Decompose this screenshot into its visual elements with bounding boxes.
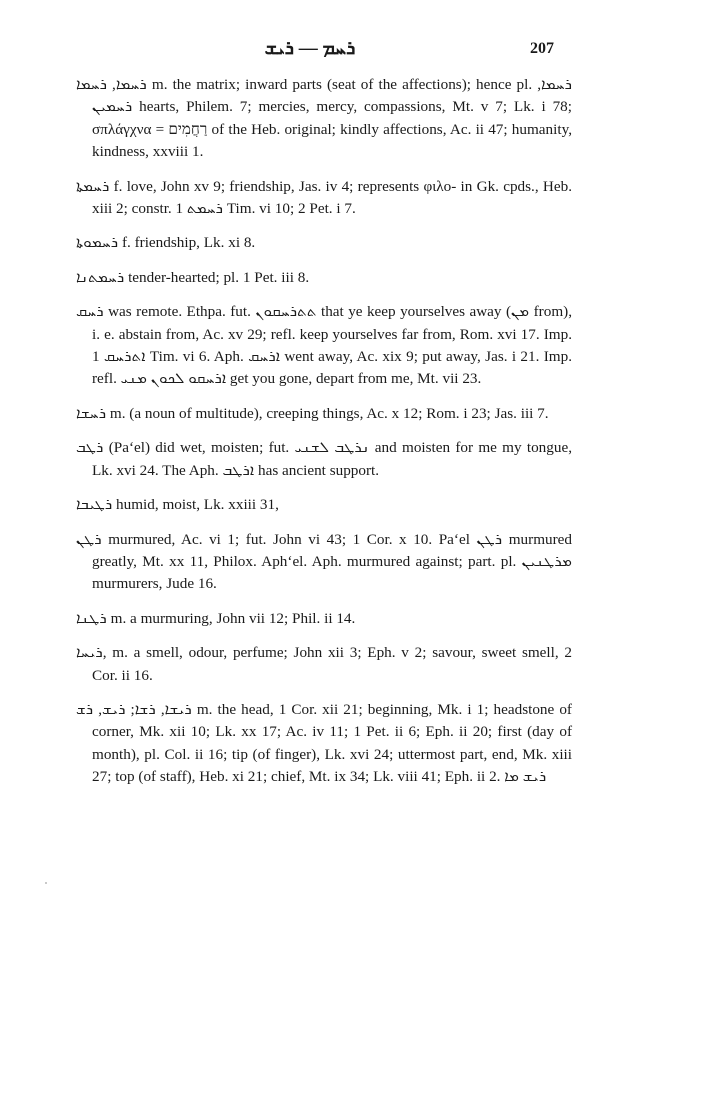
entry-ratiba: ܪܛܝܒܐ humid, moist, Lk. xxiii 31,	[76, 496, 279, 514]
entry-ratten: ܪܛܢ murmured, Ac. vi 1; fut. John vi 43; 1 Cor. x 10. Pa‘el ܪܛܢ murmured greatly, Mt. xx 11, Philox. Aph‘el. Aph. murmured against; part. pl. ܡܪܛܢܝܢ murmurers, Jude 16.	[76, 530, 572, 593]
entry-ratteb: ܪܛܒ (Pa‘el) did wet, moisten; fut. ܢܪܛܒ ܠܫܢܝ and moisten for me my tongue, Lk. xvi 24. The Aph. ܐܪܛܒ has ancient support.	[76, 439, 572, 479]
entry-rahmtana: ܪܚܡܬܢܐ tender-hearted; pl. 1 Pet. iii 8.	[76, 268, 310, 286]
entry-list	[76, 74, 572, 801]
running-head: ܪܚܡ — ܪܝܫ	[264, 38, 356, 59]
entry-rhaq: ܪܚܩ was remote. Ethpa. fut. ܬܬܪܚܩܘܢ that ye keep yourselves away (ܡܢ from), i. e. abstain from, Ac. xv 29; refl. keep yourselves far from, Rom. xvi 17. Imp. ܐܬܪܚܩ 1 Tim. vi 6. Aph. ܐܪܚܩ went away, Ac. xix 9; put away, Jas. i 21. Imp. refl. ܐܪܚܩܘ ܠܟܘܢ ܡܢܝ get you gone, depart from me, Mt. vii 23.	[76, 303, 572, 388]
entry-rahmuta: ܪܚܡܘܬܐ f. friendship, Lk. xi 8.	[76, 234, 256, 252]
entry-riha: ܪܝܚܐ, m. a smell, odour, perfume; John xii 3; Eph. v 2; savour, sweet smell, 2 Cor. ii 16.	[76, 644, 572, 684]
entry-risha: ܪܝܫܐ, ܪܫܐ; ܪܝܫ, ܪܫ m. the head, 1 Cor. xii 21; beginning, Mk. i 1; headstone of corner, Mk. xii 10; Lk. xx 17; Ac. iv 11; 1 Pet. ii 6; Eph. ii 20; first (day of month), pl. Col. ii 16; tip (of finger), Lk. xvi 24; uttermost part, end, Mk. xiii 27; top (of staff), Heb. xi 21; chief, Mt. ix 34; Lk. viii 41; Eph. ii 2. ܪܝܫ ܡܐ	[76, 700, 572, 786]
entry-rahsha: ܪܚܫܐ m. (a noun of multitude), creeping things, Ac. x 12; Rom. i 23; Jas. iii 7.	[76, 404, 549, 422]
entry-rahme: ܪܚܡܐ, ܪܚܡܐ m. the matrix; inward parts (seat of the affections); hence pl. ܪܚܡܐ, ܪܚܡܝܢ hearts, Philem. 7; mercies, mercy, compassions, Mt. v 7; Lk. i 78; σπλάγχνα = רַחֲמִים of the Heb. original; kindly affections, Ac. ii 47; humanity, kindness, xxviii 1.	[76, 76, 572, 161]
page-number: 207	[530, 40, 554, 57]
stray-ink-mark	[45, 882, 47, 884]
entry-rahmta: ܪܚܡܬܐ f. love, John xv 9; friendship, Jas. iv 4; represents φιλο- in Gk. cpds., Heb. xiii 2; constr. ܪܚܡܬ 1 Tim. vi 10; 2 Pet. i 7.	[76, 177, 572, 218]
entry-rtana: ܪܛܢܐ m. a murmuring, John vii 12; Phil. ii 14.	[76, 609, 356, 627]
